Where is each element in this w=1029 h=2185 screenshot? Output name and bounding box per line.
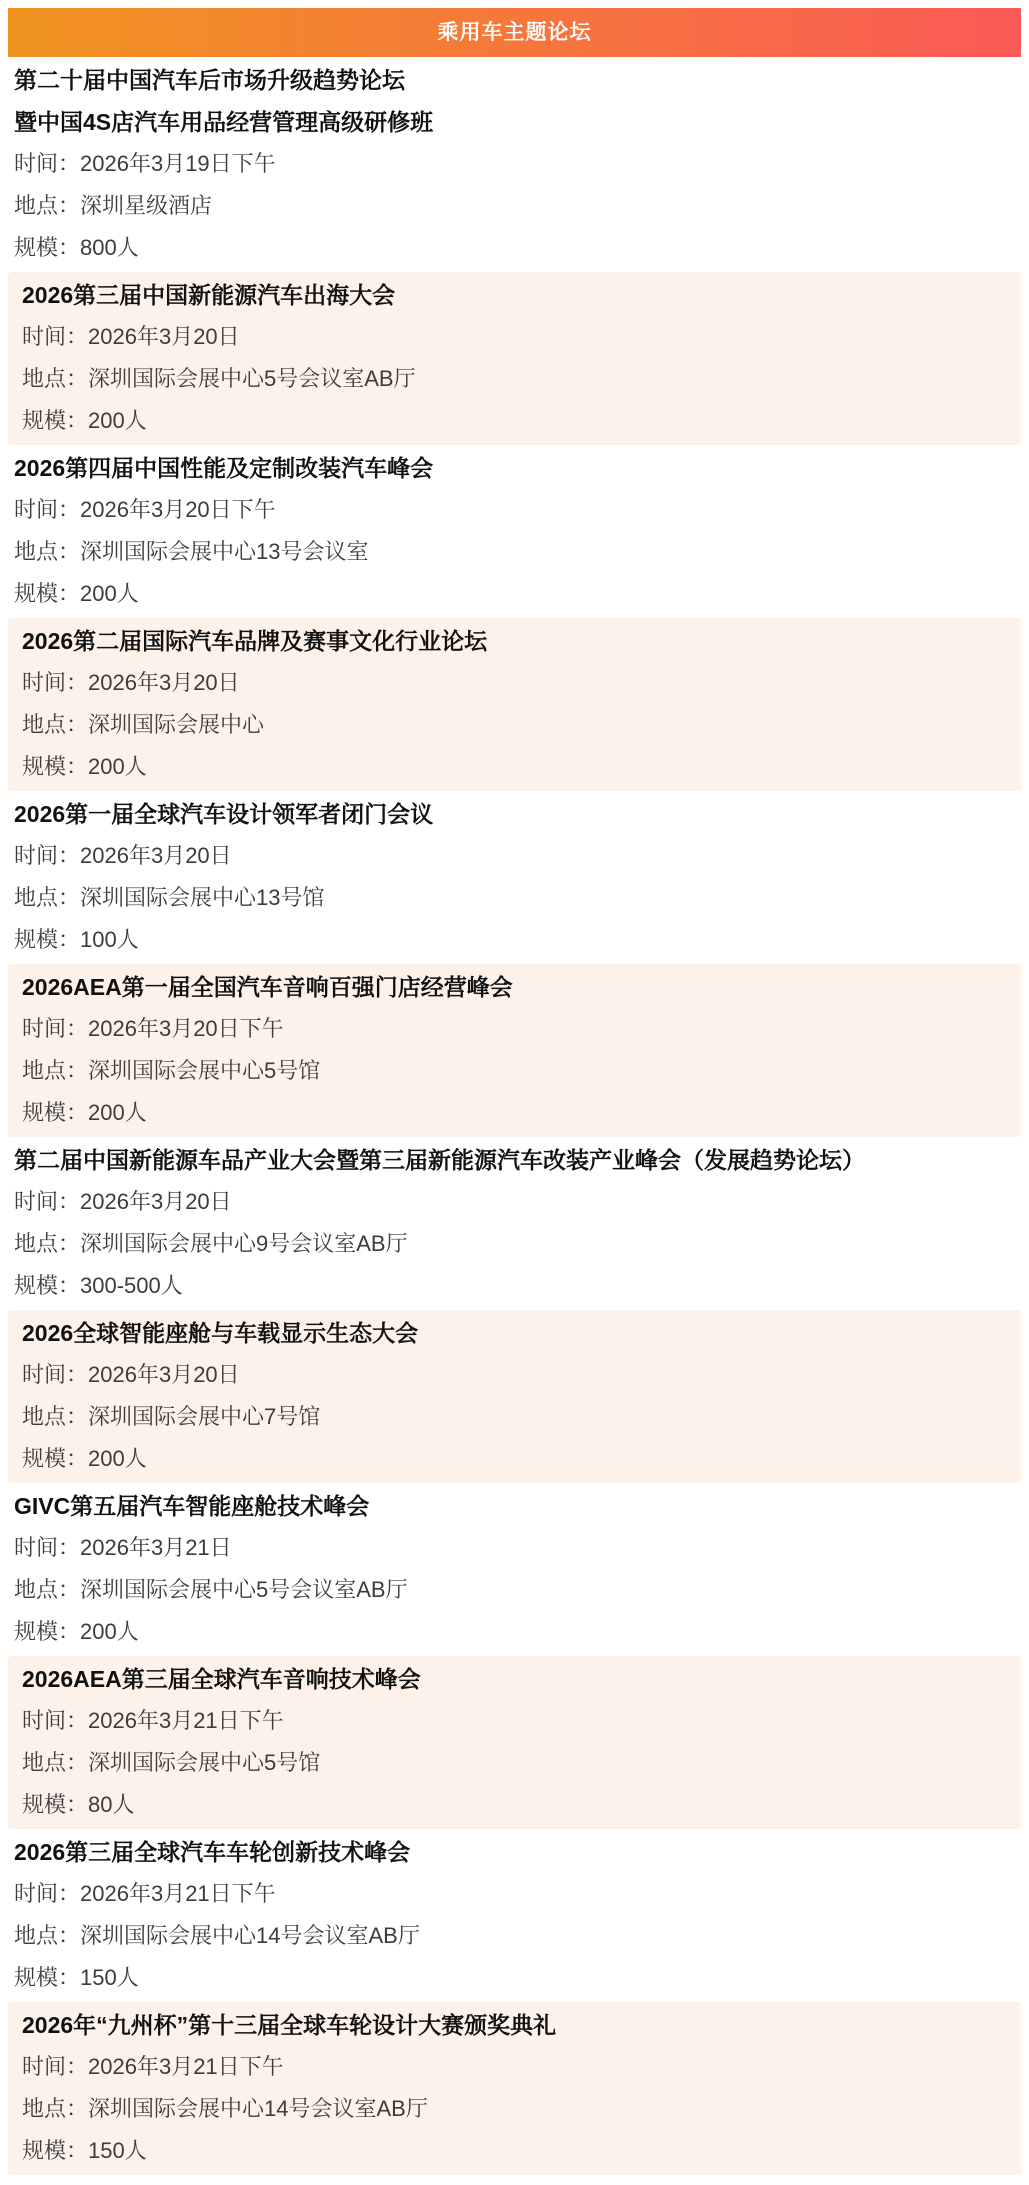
- time-label: 时间：: [22, 1016, 89, 1041]
- location-value: 深圳国际会展中心: [88, 712, 265, 737]
- location-label: 地点：: [22, 1404, 89, 1429]
- event-title-group: [14, 1831, 1011, 1873]
- event-location-row: [22, 2088, 1011, 2130]
- event-location-row: [14, 1915, 1011, 1957]
- time-value: 2026年3月20日: [88, 670, 240, 695]
- event-title-group: [22, 2004, 1011, 2046]
- scale-label: 规模：: [22, 754, 89, 779]
- event-location-row: [14, 1223, 1011, 1265]
- event-title-group: [14, 1139, 1011, 1181]
- event-card: [8, 1310, 1021, 1483]
- event-card: [8, 1483, 1021, 1656]
- event-title-group: [14, 793, 1011, 835]
- location-label: 地点：: [22, 366, 89, 391]
- scale-value: 100人: [80, 927, 139, 952]
- location-label: 地点：: [22, 1750, 89, 1775]
- event-card: [8, 1829, 1021, 2002]
- event-title: 第二十届中国汽车后市场升级趋势论坛: [14, 67, 405, 93]
- time-value: 2026年3月21日下午: [80, 1881, 276, 1906]
- scale-value: 200人: [88, 1446, 147, 1471]
- location-label: 地点：: [14, 1577, 81, 1602]
- time-label: 时间：: [14, 151, 81, 176]
- scale-value: 200人: [80, 581, 139, 606]
- event-location-row: [14, 1569, 1011, 1611]
- location-label: 地点：: [22, 1058, 89, 1083]
- event-time-row: [14, 1181, 1011, 1223]
- location-value: 深圳国际会展中心7号馆: [88, 1404, 321, 1429]
- time-value: 2026年3月20日下午: [80, 497, 276, 522]
- location-value: 深圳国际会展中心5号会议室AB厅: [80, 1577, 408, 1602]
- event-card: [8, 791, 1021, 964]
- event-location-row: [14, 877, 1011, 919]
- event-title-group: [22, 966, 1011, 1008]
- section-banner-title: 乘用车主题论坛: [8, 8, 1021, 57]
- event-scale-row: [14, 1957, 1011, 1999]
- event-list: [8, 57, 1021, 2175]
- location-value: 深圳国际会展中心14号会议室AB厅: [88, 2096, 428, 2121]
- event-scale-row: [22, 2130, 1011, 2172]
- time-value: 2026年3月20日下午: [88, 1016, 284, 1041]
- scale-value: 200人: [80, 1619, 139, 1644]
- event-title-group: [14, 447, 1011, 489]
- scale-value: 300-500人: [80, 1273, 183, 1298]
- event-title: 2026第一届全球汽车设计领军者闭门会议: [14, 801, 434, 827]
- event-title: 2026AEA第三届全球汽车音响技术峰会: [22, 1666, 421, 1692]
- event-title-group: [14, 59, 1011, 143]
- event-scale-row: [22, 1438, 1011, 1480]
- scale-value: 200人: [88, 1100, 147, 1125]
- location-value: 深圳国际会展中心13号会议室: [80, 539, 369, 564]
- event-title: 2026第三届全球汽车车轮创新技术峰会: [14, 1839, 411, 1865]
- scale-label: 规模：: [22, 1446, 89, 1471]
- event-time-row: [14, 489, 1011, 531]
- event-card: [8, 272, 1021, 445]
- event-scale-row: [14, 573, 1011, 615]
- time-value: 2026年3月20日: [88, 1362, 240, 1387]
- event-scale-row: [22, 1784, 1011, 1826]
- event-location-row: [14, 531, 1011, 573]
- time-value: 2026年3月20日: [80, 1189, 232, 1214]
- event-time-row: [22, 2046, 1011, 2088]
- scale-value: 150人: [88, 2138, 147, 2163]
- time-value: 2026年3月21日: [80, 1535, 232, 1560]
- scale-value: 150人: [80, 1965, 139, 1990]
- time-value: 2026年3月21日下午: [88, 1708, 284, 1733]
- time-label: 时间：: [14, 1535, 81, 1560]
- event-scale-row: [14, 919, 1011, 961]
- scale-label: 规模：: [14, 581, 81, 606]
- event-title: 2026AEA第一届全国汽车音响百强门店经营峰会: [22, 974, 513, 1000]
- time-label: 时间：: [14, 1189, 81, 1214]
- location-value: 深圳国际会展中心14号会议室AB厅: [80, 1923, 420, 1948]
- location-label: 地点：: [22, 2096, 89, 2121]
- event-title: 暨中国4S店汽车用品经营管理高级研修班: [14, 109, 434, 135]
- event-scale-row: [14, 1611, 1011, 1653]
- scale-value: 80人: [88, 1792, 135, 1817]
- event-title: 2026年“九州杯”第十三届全球车轮设计大赛颁奖典礼: [22, 2012, 557, 2038]
- event-card: [8, 1137, 1021, 1310]
- scale-label: 规模：: [14, 235, 81, 260]
- event-scale-row: [14, 227, 1011, 269]
- scale-label: 规模：: [14, 1273, 81, 1298]
- event-card: [8, 618, 1021, 791]
- time-value: 2026年3月21日下午: [88, 2054, 284, 2079]
- event-card: [8, 445, 1021, 618]
- event-card: [8, 2002, 1021, 2175]
- event-scale-row: [14, 1265, 1011, 1307]
- event-time-row: [14, 1873, 1011, 1915]
- event-location-row: [14, 185, 1011, 227]
- event-location-row: [22, 1742, 1011, 1784]
- event-scale-row: [22, 1092, 1011, 1134]
- event-title-group: [14, 1485, 1011, 1527]
- time-label: 时间：: [14, 497, 81, 522]
- location-value: 深圳国际会展中心5号馆: [88, 1058, 321, 1083]
- scale-label: 规模：: [22, 408, 89, 433]
- event-time-row: [14, 1527, 1011, 1569]
- event-time-row: [14, 143, 1011, 185]
- scale-label: 规模：: [14, 1619, 81, 1644]
- location-label: 地点：: [14, 1923, 81, 1948]
- time-value: 2026年3月20日: [88, 324, 240, 349]
- time-label: 时间：: [22, 2054, 89, 2079]
- event-title-group: [22, 274, 1011, 316]
- event-title-group: [22, 1658, 1011, 1700]
- event-location-row: [22, 1396, 1011, 1438]
- scale-value: 800人: [80, 235, 139, 260]
- location-label: 地点：: [14, 1231, 81, 1256]
- event-card: [8, 57, 1021, 272]
- event-title-group: [22, 1312, 1011, 1354]
- event-scale-row: [22, 400, 1011, 442]
- event-time-row: [14, 835, 1011, 877]
- event-time-row: [22, 316, 1011, 358]
- event-location-row: [22, 1050, 1011, 1092]
- time-label: 时间：: [22, 1708, 89, 1733]
- time-value: 2026年3月20日: [80, 843, 232, 868]
- scale-label: 规模：: [14, 927, 81, 952]
- location-value: 深圳国际会展中心5号会议室AB厅: [88, 366, 416, 391]
- event-title-group: [22, 620, 1011, 662]
- event-card: [8, 1656, 1021, 1829]
- event-title: 2026第三届中国新能源汽车出海大会: [22, 282, 396, 308]
- time-label: 时间：: [14, 843, 81, 868]
- location-label: 地点：: [22, 712, 89, 737]
- time-value: 2026年3月19日下午: [80, 151, 276, 176]
- time-label: 时间：: [14, 1881, 81, 1906]
- event-scale-row: [22, 746, 1011, 788]
- time-label: 时间：: [22, 670, 89, 695]
- scale-label: 规模：: [14, 1965, 81, 1990]
- scale-value: 200人: [88, 754, 147, 779]
- event-title: 第二届中国新能源车品产业大会暨第三届新能源汽车改装产业峰会（发展趋势论坛）: [14, 1147, 865, 1173]
- location-label: 地点：: [14, 885, 81, 910]
- event-title: 2026第四届中国性能及定制改装汽车峰会: [14, 455, 434, 481]
- location-label: 地点：: [14, 539, 81, 564]
- event-location-row: [22, 704, 1011, 746]
- scale-label: 规模：: [22, 2138, 89, 2163]
- event-card: [8, 964, 1021, 1137]
- time-label: 时间：: [22, 1362, 89, 1387]
- scale-label: 规模：: [22, 1100, 89, 1125]
- location-label: 地点：: [14, 193, 81, 218]
- event-title: 2026全球智能座舱与车载显示生态大会: [22, 1320, 419, 1346]
- scale-value: 200人: [88, 408, 147, 433]
- event-location-row: [22, 358, 1011, 400]
- location-value: 深圳国际会展中心9号会议室AB厅: [80, 1231, 408, 1256]
- event-title: GIVC第五届汽车智能座舱技术峰会: [14, 1493, 370, 1519]
- location-value: 深圳星级酒店: [80, 193, 213, 218]
- time-label: 时间：: [22, 324, 89, 349]
- location-value: 深圳国际会展中心13号馆: [80, 885, 325, 910]
- event-time-row: [22, 662, 1011, 704]
- event-time-row: [22, 1700, 1011, 1742]
- event-time-row: [22, 1354, 1011, 1396]
- location-value: 深圳国际会展中心5号馆: [88, 1750, 321, 1775]
- scale-label: 规模：: [22, 1792, 89, 1817]
- event-time-row: [22, 1008, 1011, 1050]
- event-title: 2026第二届国际汽车品牌及赛事文化行业论坛: [22, 628, 488, 654]
